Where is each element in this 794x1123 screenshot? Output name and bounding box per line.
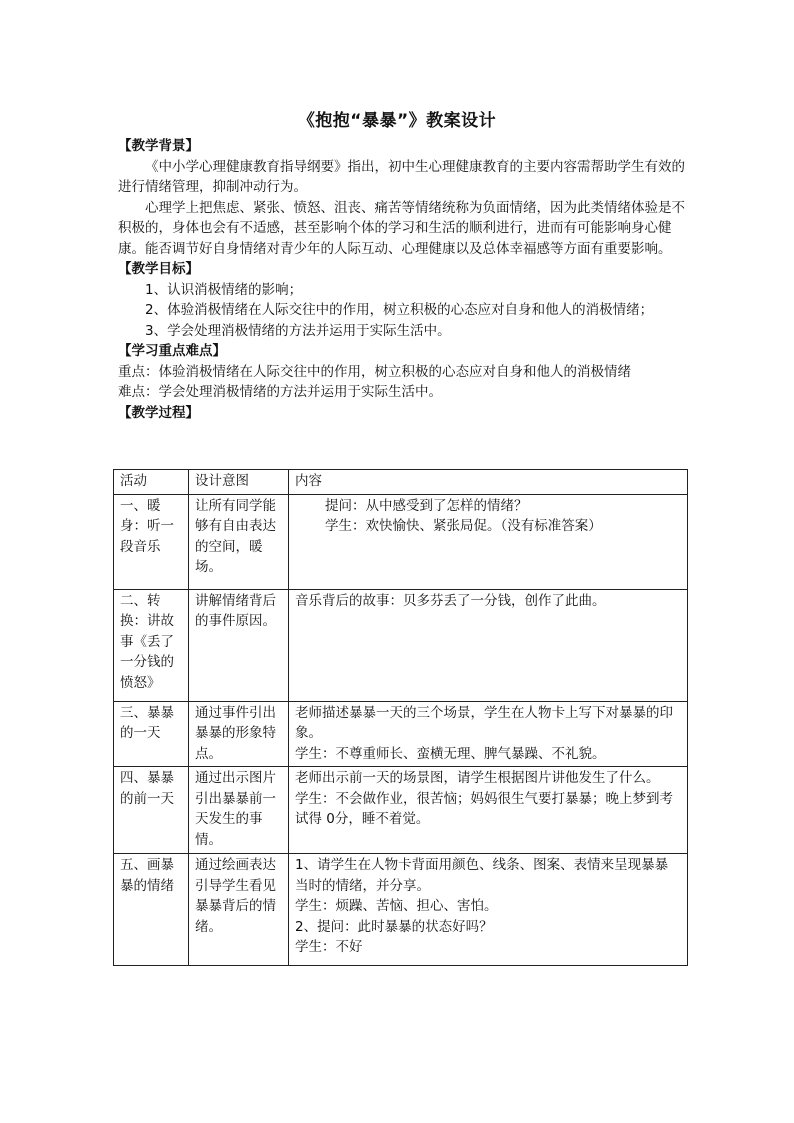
content-line: 提问：从中感受到了怎样的情绪？ bbox=[325, 497, 528, 514]
process-table bbox=[113, 469, 688, 966]
intent-cell: 让所有同学能够有自由表达的空间，暖场。 bbox=[189, 494, 289, 589]
column-header-content: 内容 bbox=[289, 470, 688, 495]
intent-cell: 通过出示图片引出暴暴前一天发生的事情。 bbox=[189, 767, 289, 854]
table-row bbox=[114, 767, 688, 854]
intent-cell: 讲解情绪背后的事件原因。 bbox=[189, 589, 289, 701]
background-paragraph-2: 心理学上把焦虑、紧张、愤怒、沮丧、痛苦等情绪统称为负面情绪，因为此类情绪体验是不积极的，身体也会有不适感，甚至影响个体的学习和生活的顺利进行，进而有可能影响身心健康。能否调节好自身情绪对青少年的人际互动、心理健康以及总体幸福感等方面有重要影响。 bbox=[118, 199, 685, 257]
table-row bbox=[114, 494, 688, 589]
activity-cell: 四、暴暴的前一天 bbox=[114, 767, 189, 854]
content-line: 学生：不好 bbox=[295, 939, 363, 955]
background-heading: 【教学背景】 bbox=[118, 138, 199, 154]
intent-cell: 通过绘画表达引导学生看见暴暴背后的情绪。 bbox=[189, 854, 289, 966]
content-line: 老师出示前一天的场景图，请学生根据图片讲他发生了什么。 bbox=[295, 770, 660, 786]
content-cell bbox=[289, 701, 688, 767]
content-line: 1、请学生在人物卡背面用颜色、线条、图案、表情来呈现暴暴当时的情绪，并分享。 bbox=[295, 857, 669, 894]
activity-cell: 二、转换：讲故事《丢了一分钱的愤怒》 bbox=[114, 589, 189, 701]
background-paragraph-1: 《中小学心理健康教育指导纲要》指出，初中生心理健康教育的主要内容需帮助学生有效的进行情绪管理，抑制冲动行为。 bbox=[118, 158, 685, 195]
key-point: 重点：体验消极情绪在人际交往中的作用，树立积极的心态应对自身和他人的消极情绪 bbox=[118, 363, 631, 380]
content-line: 老师描述暴暴一天的三个场景，学生在人物卡上写下对暴暴的印象。 bbox=[295, 704, 673, 741]
goal-item-2: 2、体验消极情绪在人际交往中的作用，树立积极的心态应对自身和他人的消极情绪； bbox=[145, 302, 654, 318]
document-title: 《抱抱“暴暴”》教案设计 bbox=[297, 111, 497, 131]
keypoints-heading: 【学习重点难点】 bbox=[118, 343, 226, 359]
goals-heading: 【教学目标】 bbox=[118, 261, 199, 277]
content-line: 音乐背后的故事：贝多芬丢了一分钱，创作了此曲。 bbox=[295, 592, 606, 609]
column-header-activity: 活动 bbox=[114, 470, 189, 495]
intent-cell: 通过事件引出暴暴的形象特点。 bbox=[189, 701, 289, 767]
activity-cell: 五、画暴暴的情绪 bbox=[114, 854, 189, 966]
content-line: 2、提问：此时暴暴的状态好吗？ bbox=[295, 918, 493, 935]
table-row bbox=[114, 701, 688, 767]
content-line: 学生：烦躁、苦恼、担心、害怕。 bbox=[295, 898, 498, 914]
process-heading: 【教学过程】 bbox=[118, 404, 199, 421]
activity-cell: 三、暴暴的一天 bbox=[114, 701, 189, 767]
goal-item-1: 1、认识消极情绪的影响； bbox=[145, 281, 303, 298]
difficulty-point: 难点：学会处理消极情绪的方法并运用于实际生活中。 bbox=[118, 384, 442, 400]
table-row bbox=[114, 589, 688, 701]
column-header-intent: 设计意图 bbox=[189, 470, 289, 495]
content-cell bbox=[289, 589, 688, 701]
content-line: 学生：不尊重师长、蛮横无理、脾气暴躁、不礼貌。 bbox=[295, 745, 606, 762]
table-header-row bbox=[114, 470, 688, 495]
content-cell bbox=[289, 494, 688, 589]
table-row bbox=[114, 854, 688, 966]
activity-cell: 一、暖身：听一段音乐 bbox=[114, 494, 189, 589]
content-line: 学生：不会做作业，很苦恼；妈妈很生气要打暴暴；晚上梦到考试得 0分，睡不着觉。 bbox=[295, 790, 673, 827]
content-cell bbox=[289, 854, 688, 966]
content-cell bbox=[289, 767, 688, 854]
goal-item-3: 3、学会处理消极情绪的方法并运用于实际生活中。 bbox=[145, 322, 451, 339]
content-line: 学生：欢快愉快、紧张局促。（没有标准答案） bbox=[325, 518, 602, 534]
document-body bbox=[118, 136, 688, 423]
